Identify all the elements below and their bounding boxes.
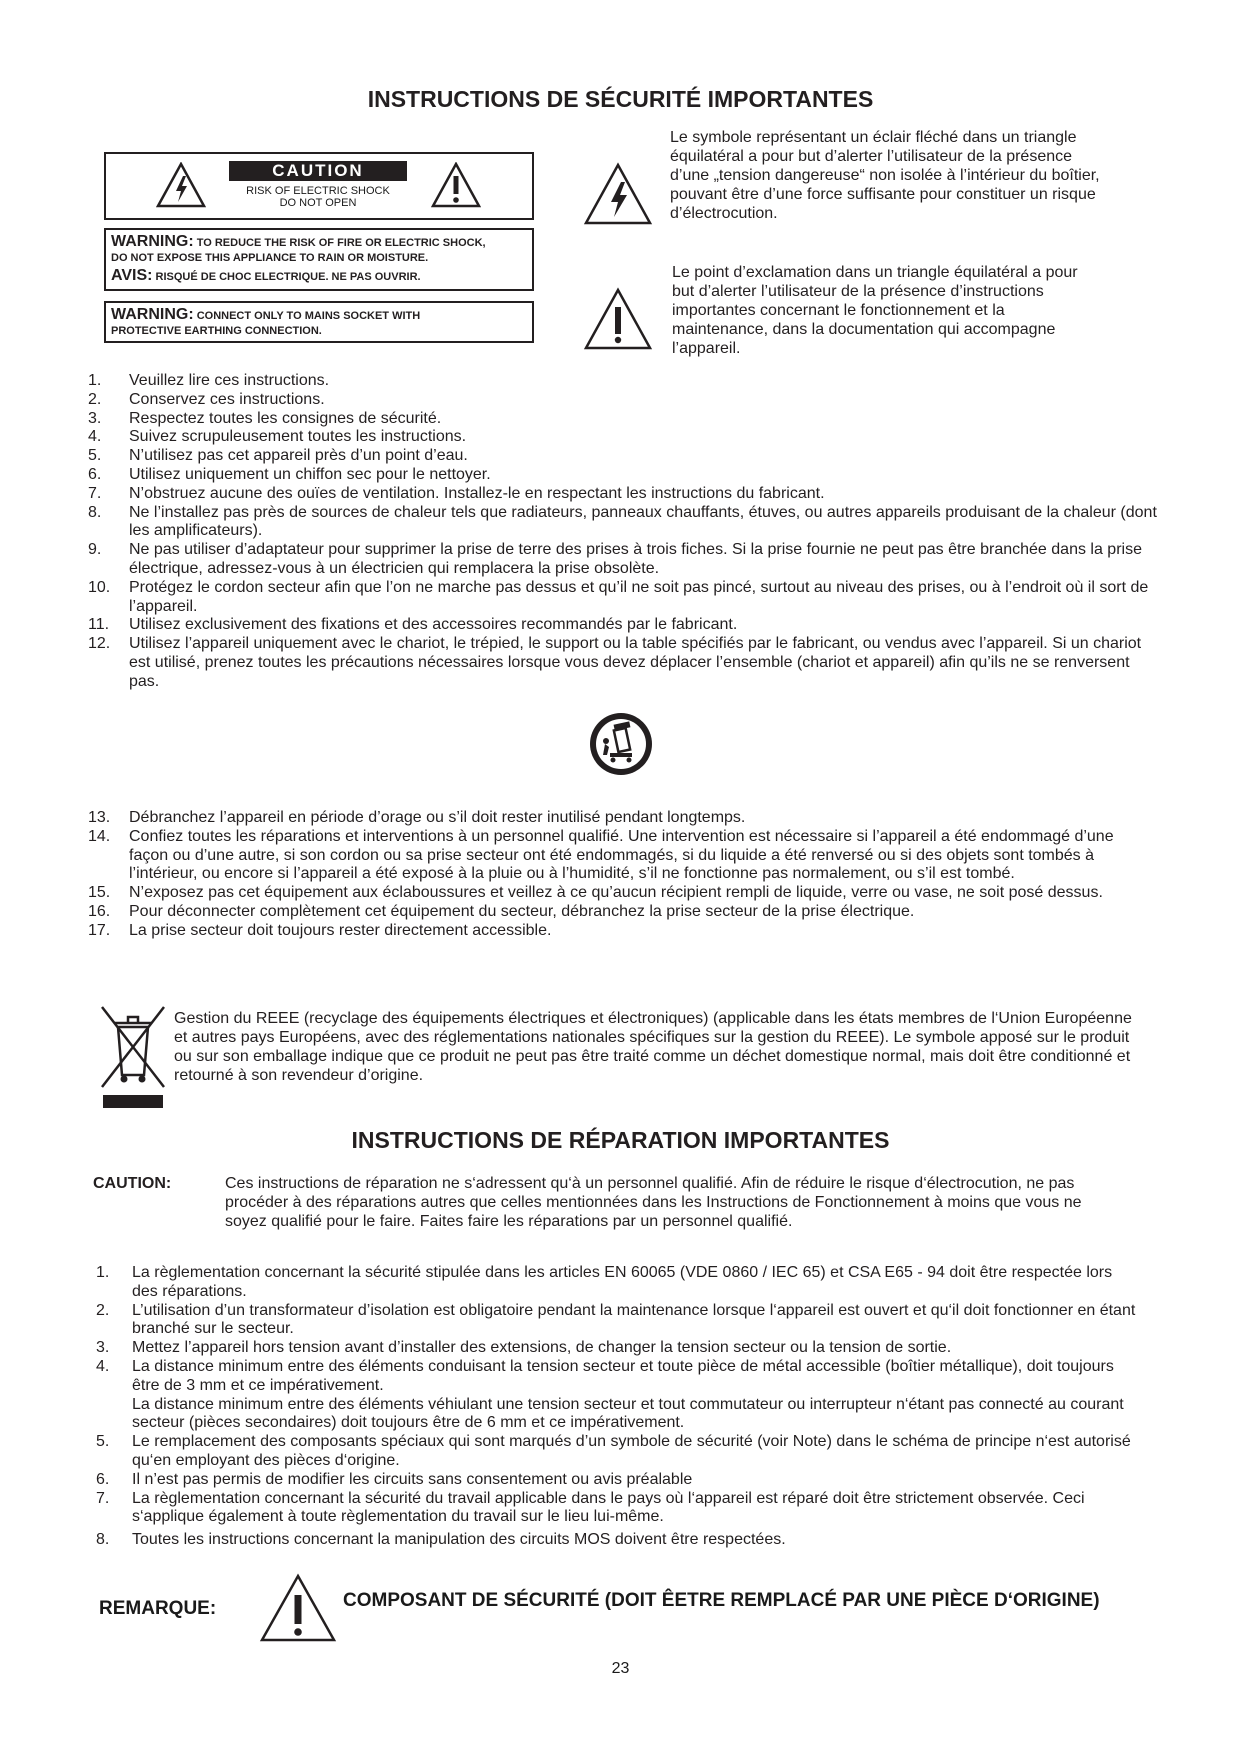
- list-item: 9. Ne pas utiliser d’adaptateur pour supprimer la prise de terre des prises à trois fiches. Si la prise fournie ne peut pas être branchée dans la prise électrique, adressez-vous à un électricien qui remplacera la prise obsolète.: [88, 541, 1142, 577]
- repair-list: [96, 1264, 1141, 1550]
- warning-line2: DO NOT EXPOSE THIS APPLIANCE TO RAIN OR MOISTURE.: [111, 252, 429, 264]
- warning2-line1: WARNING: CONNECT ONLY TO MAINS SOCKET WITH: [111, 306, 421, 323]
- repair-heading: INSTRUCTIONS DE RÉPARATION IMPORTANTES: [351, 1127, 890, 1153]
- avis-line: AVIS: RISQUÉ DE CHOC ELECTRIQUE. NE PAS OUVRIR.: [111, 267, 421, 284]
- list-item: 17. La prise secteur doit toujours rester directement accessible.: [88, 921, 552, 939]
- caution-title: CAUTION: [272, 161, 364, 180]
- remark-label: REMARQUE:: [99, 1598, 217, 1619]
- list-item: 3. Respectez toutes les consignes de sécurité.: [88, 409, 442, 427]
- list-item: 7. La règlementation concernant la sécurité du travail applicable dans le pays où l‘appareil est réparé doit être strictement observée. Ceci s‘applique également à toute règlementation du travail sur le lieu lui-même.: [96, 1489, 1085, 1526]
- caution-paragraph: Ces instructions de réparation ne s‘adressent qu‘à un personnel qualifié. Afin de réduire le risque d‘électrocution, ne pas procéder à des réparations autres que celles mentionnées dans les Instructions de Fonctionnement à moins que vous ne soyez qualifié pour le faire. Faites faire les réparations par un personnel qualifié.: [225, 1175, 1082, 1230]
- warning-box-moisture: [104, 228, 534, 291]
- warning-box-earthing: [104, 301, 534, 343]
- page-number: 23: [611, 1660, 630, 1677]
- list-item: 3. Mettez l’appareil hors tension avant d’installer des extensions, de changer la tension secteur ou la tension de sortie.: [96, 1339, 952, 1357]
- list-item: 14. Confiez toutes les réparations et interventions à un personnel qualifié. Une intervention est nécessaire si l’appareil a été endommagé d’une façon ou d’une autre, si son cordon ou sa prise secteur ont été endommagés, si du liquide a été renversé ou si des objets sont tombés à l’intérieur, ou encore si l’appareil a été exposé à la pluie ou à l’humidité, s’il ne fonctionne pas normalement, ou s’il est tombé.: [88, 827, 1114, 883]
- list-item: 5. Le remplacement des composants spéciaux qui sont marqués d’un symbole de sécurité (voir Note) dans le schéma de principe n‘est autorisé qu‘en employant des pièces d‘origine.: [96, 1433, 1131, 1469]
- safety-heading: INSTRUCTIONS DE SÉCURITÉ IMPORTANTES: [367, 86, 874, 112]
- list-item: 8. Toutes les instructions concernant la manipulation des circuits MOS doivent être respectées.: [96, 1531, 786, 1549]
- caution-risk-line1: RISK OF ELECTRIC SHOCK: [246, 185, 390, 197]
- list-item: La distance minimum entre des éléments véhiulant une tension secteur et tout commutateur ou interrupteur n‘étant pas connecté au courant secteur (pièces secondaires) doit toujours être de 6 mm et ce impérativement.: [132, 1395, 1124, 1432]
- safety-list-b: [88, 809, 1148, 941]
- list-item: 5. N’utilisez pas cet appareil près d’un point d’eau.: [88, 447, 468, 465]
- list-item: 4. La distance minimum entre des éléments conduisant la tension secteur et toute pièce de métal accessible (boîtier métallique), doit toujours être de 3 mm et ce impérativement.: [96, 1357, 1114, 1394]
- cart-tipover-icon: [588, 711, 654, 777]
- list-item: 7. N’obstruez aucune des ouïes de ventilation. Installez-le en respectant les instructions du fabricant.: [88, 484, 825, 502]
- list-item: 1. Veuillez lire ces instructions.: [88, 372, 330, 389]
- warning2-line2: PROTECTIVE EARTHING CONNECTION.: [111, 325, 322, 337]
- exclamation-warning-icon: [431, 162, 481, 208]
- list-item: 11. Utilisez exclusivement des fixations et des accessoires recommandés par le fabricant.: [88, 616, 738, 634]
- lightning-description: Le symbole représentant un éclair fléché dans un triangle équilatéral a pour but d’alerter l’utilisateur de la présence d’une „tension dangereuse“ non isolée à l’intérieur du boîtier, pouvant être d’une force suffisante pour constituer un risque d’électrocution.: [670, 129, 1100, 222]
- list-item: 2. Conservez ces instructions.: [88, 390, 325, 408]
- list-item: 4. Suivez scrupuleusement toutes les instructions.: [88, 428, 467, 446]
- list-item: 15. N’exposez pas cet équipement aux éclaboussures et veillez à ce qu’aucun récipient rempli de liquide, verre ou vase, ne soit posé dessus.: [88, 884, 1103, 902]
- caution-risk-line2: DO NOT OPEN: [279, 197, 357, 209]
- list-item: 16. Pour déconnecter complètement cet équipement du secteur, débranchez la prise secteur de la prise électrique.: [88, 902, 915, 920]
- exclamation-triangle-icon: [583, 287, 653, 351]
- remark-text: COMPOSANT DE SÉCURITÉ (DOIT ÊETRE REMPLACÉ PAR UNE PIÈCE D‘ORIGINE): [343, 1590, 1100, 1611]
- exclamation-triangle-icon: [259, 1573, 337, 1643]
- caution-heading: CAUTION:: [93, 1175, 172, 1192]
- weee-description: Gestion du REEE (recyclage des équipements électriques et électroniques) (applicable dans les états membres de l‘Union Européenne et autres pays Européens, avec des réglementations nationales spécifiques sur la gestion du REEE). Le symbole apposé sur le produit ou sur son emballage indique que ce produit ne peut pas être traité comme un déchet domestique normal, mais doit être conditionné et retourné à son revendeur d’origine.: [174, 1010, 1132, 1084]
- list-item: 1. La règlementation concernant la sécurité stipulée dans les articles EN 60065 (VDE 0860 / IEC 65) et CSA E65 - 94 doit être respectée lors des réparations.: [96, 1264, 1113, 1300]
- lightning-warning-icon: [156, 162, 206, 208]
- warning-line1: WARNING: TO REDUCE THE RISK OF FIRE OR ELECTRIC SHOCK,: [111, 233, 486, 250]
- list-item: 12. Utilisez l’appareil uniquement avec le chariot, le trépied, le support ou la table spécifiés par le fabricant, ou vendus avec l’appareil. Si un chariot est utilisé, prenez toutes les précautions nécessaires lorsque vous devez déplacer l’ensemble (chariot et appareil) afin qu’ils ne se renversent pas.: [88, 635, 1142, 690]
- safety-list-a: [88, 372, 1158, 692]
- lightning-triangle-icon: [583, 162, 653, 226]
- list-item: 6. Il n’est pas permis de modifier les circuits sans consentement ou avis préalable: [96, 1470, 693, 1488]
- list-item: 13. Débranchez l’appareil en période d’orage ou s’il doit rester inutilisé pendant longtemps.: [88, 809, 746, 826]
- list-item: 6. Utilisez uniquement un chiffon sec pour le nettoyer.: [88, 465, 491, 483]
- weee-bin-icon: [98, 1003, 168, 1109]
- list-item: 8. Ne l’installez pas près de sources de chaleur tels que radiateurs, panneaux chauffants, étuves, ou autres appareils produisant de la chaleur (dont les amplificateurs).: [88, 503, 1157, 540]
- list-item: 10. Protégez le cordon secteur afin que l’on ne marche pas dessus et qu’il ne soit pas pincé, surtout au niveau des prises, ou à l’endroit où il sort de l’appareil.: [88, 578, 1149, 615]
- exclamation-description: Le point d’exclamation dans un triangle équilatéral a pour but d’alerter l’utilisateur de la présence d’instructions importantes concernant le fonctionnement et la maintenance, dans la documentation qui accompagne l’appareil.: [672, 264, 1078, 357]
- caution-label-box: [104, 152, 534, 220]
- list-item: 2. L’utilisation d’un transformateur d’isolation est obligatoire pendant la maintenance lorsque l‘appareil est ouvert et qu‘il doit fonctionner en étant branché sur le secteur.: [96, 1301, 1136, 1338]
